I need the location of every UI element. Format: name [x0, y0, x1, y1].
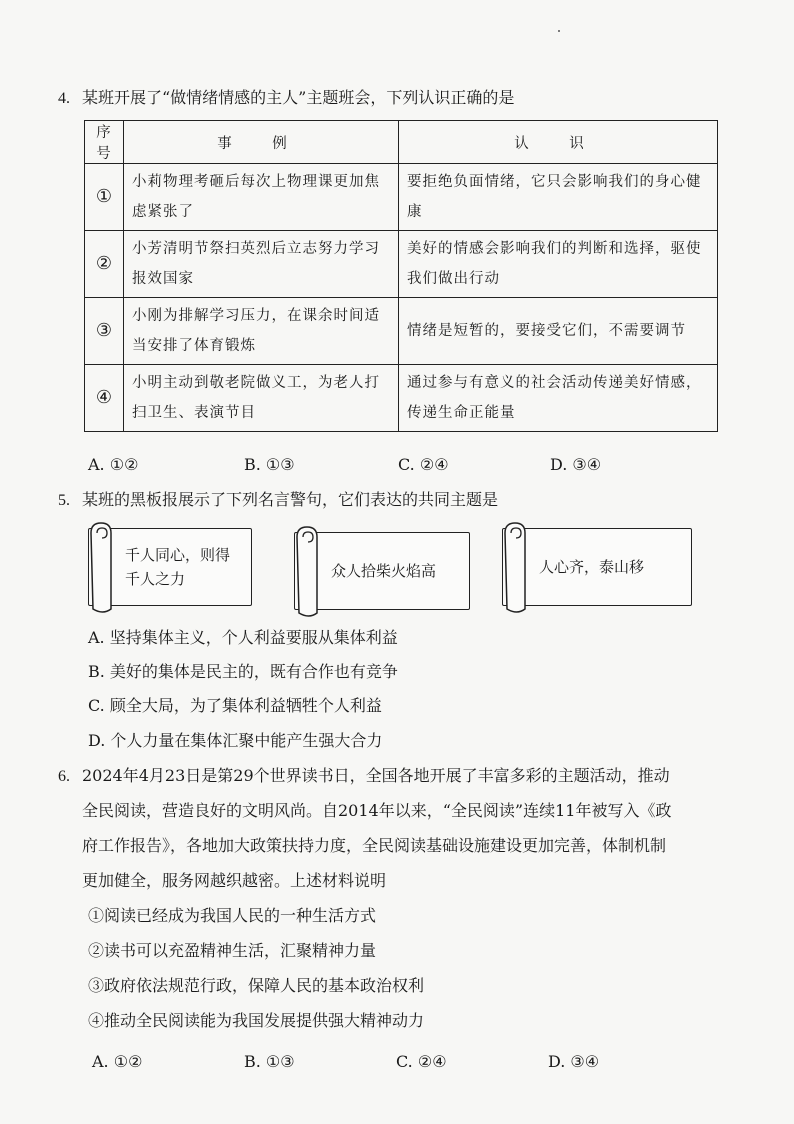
table-row	[85, 231, 718, 298]
q5-option-a[interactable]: A. 坚持集体主义，个人利益要服从集体利益	[88, 628, 398, 647]
speck	[558, 30, 560, 32]
q4-row-view: 通过参与有意义的社会活动传递美好情感，传递生命正能量	[399, 365, 718, 432]
q6-stem-line-2: 全民阅读，营造良好的文明风尚。自2014年以来，“全民阅读”连续11年被写入《政	[82, 801, 672, 820]
q5-stem	[58, 490, 498, 511]
q6-option-d[interactable]: D. ③④	[548, 1052, 600, 1071]
q4-option-c[interactable]: C. ②④	[398, 455, 449, 474]
q6-statement-3: ③政府依法规范行政，保障人民的基本政治权利	[88, 976, 425, 995]
q6-number: 6.	[58, 768, 70, 785]
q6-stem-line-3: 府工作报告》，各地加大政策扶持力度，全民阅读基础设施建设更加完善，体制机制	[82, 836, 667, 855]
quote-text-3: 人心齐，泰山移	[539, 558, 645, 576]
q6-statement-2: ②读书可以充盈精神生活，汇聚精神力量	[88, 941, 377, 960]
q4-row-num: ④	[85, 365, 124, 432]
q5-stem-text: 某班的黑板报展示了下列名言警句，它们表达的共同主题是	[82, 490, 499, 509]
q4-row-view: 要拒绝负面情绪，它只会影响我们的身心健康	[399, 164, 718, 231]
q5-option-d[interactable]: D. 个人力量在集体汇聚中能产生强大合力	[88, 731, 383, 750]
q4-stem	[58, 88, 514, 109]
q4-header-num: 序号	[85, 121, 124, 164]
table-row	[85, 164, 718, 231]
q6-statement-1: ①阅读已经成为我国人民的一种生活方式	[88, 906, 377, 925]
q4-stem-text: 某班开展了“做情绪情感的主人”主题班会，下列认识正确的是	[82, 88, 515, 107]
q6-option-c[interactable]: C. ②④	[396, 1052, 447, 1071]
q5-option-b[interactable]: B. 美好的集体是民主的，既有合作也有竞争	[88, 662, 398, 681]
scroll-roll-icon	[293, 523, 323, 621]
q4-table-header	[85, 121, 718, 164]
table-row	[85, 365, 718, 432]
q6-option-a[interactable]: A. ①②	[92, 1052, 143, 1071]
q4-row-num: ③	[85, 298, 124, 365]
q4-row-case: 小芳清明节祭扫英烈后立志努力学习报效国家	[124, 231, 399, 298]
q5-option-c[interactable]: C. 顾全大局，为了集体利益牺牲个人利益	[88, 696, 382, 715]
table-row	[85, 298, 718, 365]
quote-scroll-2	[294, 532, 470, 610]
q6-stem-line-4: 更加健全，服务网越织越密。上述材料说明	[82, 871, 387, 890]
q6-option-b[interactable]: B. ①③	[244, 1052, 295, 1071]
q4-row-view: 情绪是短暂的，要接受它们，不需要调节	[399, 298, 718, 365]
q5-number: 5.	[58, 492, 70, 509]
quote-text-1: 千人同心，则得千人之力	[125, 546, 231, 588]
q4-row-case: 小莉物理考砸后每次上物理课更加焦虑紧张了	[124, 164, 399, 231]
q4-option-d[interactable]: D. ③④	[550, 455, 602, 474]
q4-row-num: ①	[85, 164, 124, 231]
q6-stem-line-1	[58, 766, 670, 787]
q4-header-case: 事 例	[124, 121, 399, 164]
q4-row-case: 小刚为排解学习压力，在课余时间适当安排了体育锻炼	[124, 298, 399, 365]
q6-statement-4: ④推动全民阅读能为我国发展提供强大精神动力	[88, 1011, 425, 1030]
scroll-roll-icon	[501, 519, 531, 617]
quote-scroll-3	[502, 528, 692, 606]
q4-number: 4.	[58, 90, 70, 107]
q4-option-b[interactable]: B. ①③	[244, 455, 295, 474]
q4-row-case: 小明主动到敬老院做义工，为老人打扫卫生、表演节目	[124, 365, 399, 432]
scroll-roll-icon	[87, 519, 117, 617]
q4-header-view: 认 识	[399, 121, 718, 164]
q4-table	[84, 120, 718, 432]
q4-row-view: 美好的情感会影响我们的判断和选择，驱使我们做出行动	[399, 231, 718, 298]
q4-option-a[interactable]: A. ①②	[88, 455, 139, 474]
q6-stem-text: 2024年4月23日是第29个世界读书日，全国各地开展了丰富多彩的主题活动，推动	[82, 766, 670, 785]
quote-scroll-1	[88, 528, 252, 606]
q4-row-num: ②	[85, 231, 124, 298]
quote-text-2: 众人拾柴火焰高	[331, 562, 437, 580]
